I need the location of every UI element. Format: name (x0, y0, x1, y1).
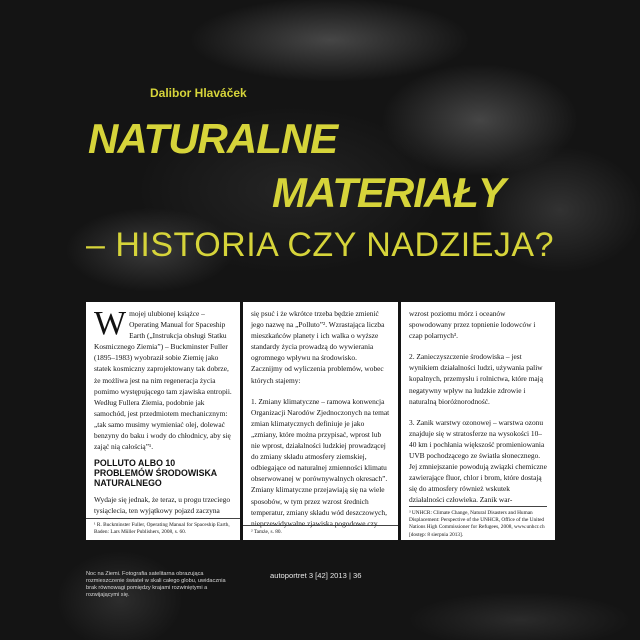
subtitle: – HISTORIA CZY NADZIEJA? (86, 226, 554, 264)
column2-paragraph-2: 1. Zmiany klimatyczne – ramowa konwencja Organizacji Narodów Zjednoczonych na temat zmian klimatycznych definiuje je jako „zmiany, które można przypisać, wprost lub nie wprost, działalności ludzkiej prowadzącej do zmiany składu atmosfery ziemskiej, odbiegające od naturalnej zmienności klimatu obserwowanej w porównywalnych okresach”. Zmiany klimatyczne przejawiają się na wiele sposobów, w tym przez wzrost średnich temperatur, zmiany składu wód deszczowych, nieprzewidywalne zjawiska pogodowe czy (251, 396, 390, 528)
column1-paragraph-1: mojej ulubionej książce – Operating Manual for Spaceship Earth („Instrukcja obsługi Statku Kosmicznego Ziemia”) – Buckminster Fuller (1895–1983) wyobraził sobie Ziemię jako statek kosmiczny zaprojektowany tak dobrze, że możliwa jest na nim regeneracja życia pomimo występującego tam zjawiska entropii. Według Fullera Ziemia, podobnie jak samochód, jest przedmiotem mechanicznym: „tak samo musimy wymieniać olej, dolewać benzyny do baku i wody do chłodnicy, aby się zająć nią całością”¹. (94, 309, 232, 452)
text-column-3 (401, 302, 555, 540)
title-line-1: NATURALNE (88, 115, 338, 162)
column3-paragraph-3: 3. Zanik warstwy ozonowej – warstwa ozonu znajduje się w stratosferze na wysokości 10–40 km i pochłania większość promieniowania UVB pochodzącego ze światła słonecznego. Jej zmniejszanie powodują związki chemiczne zawierające fluor, chlor i brom, które dostają się do atmosfery również wskutek działalności człowieka. Zanik war- (409, 417, 547, 505)
text-column-1 (86, 302, 240, 540)
image-caption: Noc na Ziemi. Fotografia satelitarna obrazująca rozmieszczenie świateł w skali całego globu, uwidacznia brak równowagi pomiędzy krajami rozwiniętymi a rozwijającymi się. (86, 571, 226, 598)
page-footer: autoportret 3 [42] 2013 | 36 (270, 571, 362, 580)
column3-paragraph-1: wzrost poziomu mórz i oceanów spowodowany przez topnienie lodowców i czap polarnych³. (409, 309, 536, 341)
column1-footnote: ¹ R. Buckminster Fuller, Operating Manual for Spaceship Earth, Baden: Lars Müller Publishers, 2008, s. 60. (86, 518, 240, 540)
column3-footnote: ³ UNHCR: Climate Change, Natural Disasters and Human Displacement: Perspective of the UNHCR, Office of the United Nations High Commissioner for Refugees, 2008, www.unhcr.ch [dostęp: 8 sierpnia 2013]. (409, 506, 547, 539)
column2-footnote: ² Tamże, s. 80. (243, 525, 398, 540)
drop-cap: W (94, 305, 127, 342)
title-line-2: MATERIAŁY (272, 169, 505, 216)
author-name: Dalibor Hlaváček (150, 86, 247, 100)
column2-paragraph-1: się psuć i że wkrótce trzeba będzie zmienić jego nazwę na „Polluto”². Wzrastająca liczba mieszkańców planety i ich walka o wyższe standardy życia prowadzą do wywierania ogromnego wpływu na środowisko. Zacznijmy od wyliczenia problemów, wobec których stajemy: (251, 309, 385, 385)
text-column-2 (243, 302, 398, 540)
section-subheading: POLLUTO ALBO 10 PROBLEMÓW ŚRODOWISKA NATURALNEGO (94, 458, 217, 489)
column1-paragraph-2: Wydaje się jednak, że teraz, u progu trzeciego tysiąclecia, ten wyjątkowy pojazd zaczyna (94, 495, 231, 516)
column3-paragraph-2: 2. Zanieczyszczenie środowiska – jest wynikiem działalności ludzi, używania paliw kopalnych, przemysłu i rolnictwa, które mają negatywny wpływ na ludzkie zdrowie i naturalną bioróżnorodność. (409, 352, 544, 406)
